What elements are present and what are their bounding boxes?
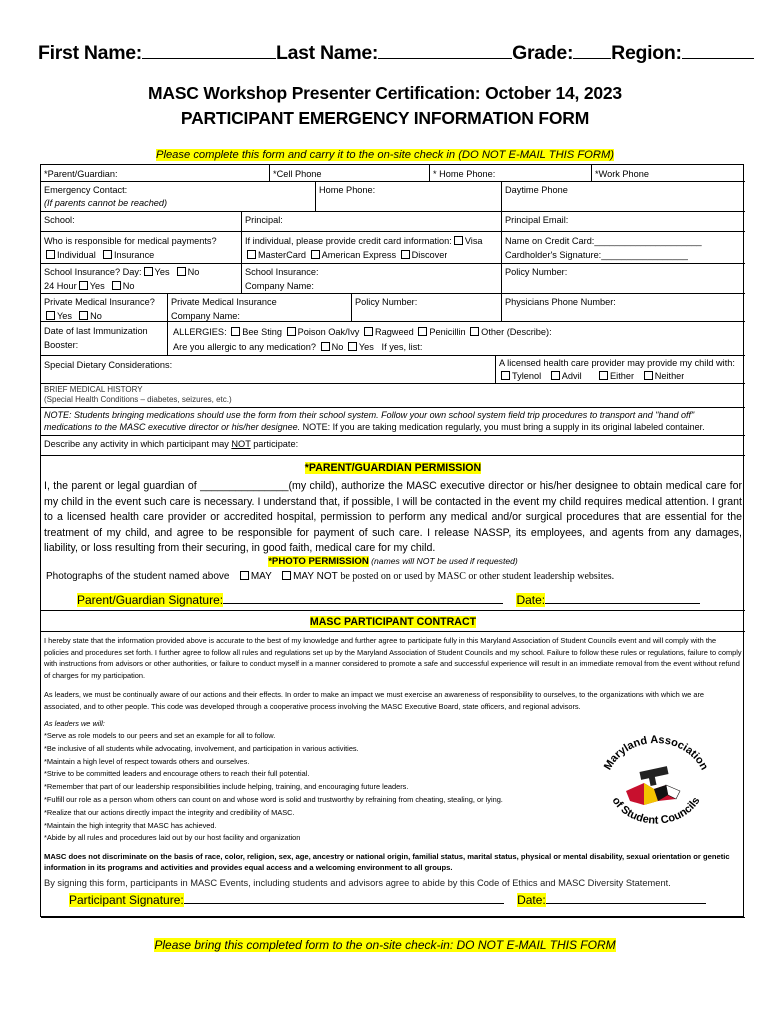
private-no-checkbox[interactable] bbox=[79, 311, 88, 320]
photo-permission-heading: *PHOTO PERMISSION (names will NOT be used if requested) bbox=[268, 556, 518, 567]
private-yes-checkbox[interactable] bbox=[46, 311, 55, 320]
cell-phone-label: *Cell Phone bbox=[273, 169, 322, 179]
region-field[interactable] bbox=[682, 45, 754, 59]
ragweed-checkbox[interactable] bbox=[364, 327, 373, 336]
amex-checkbox[interactable] bbox=[311, 250, 320, 259]
commitment-item: *Serve as role models to our peers and set an example for all to follow. bbox=[44, 731, 276, 740]
form-title: PARTICIPANT EMERGENCY INFORMATION FORM bbox=[180, 108, 590, 128]
student-info-header bbox=[38, 42, 738, 65]
discover-checkbox[interactable] bbox=[401, 250, 410, 259]
health-provider-label: A licensed health care provider may provide my child with: bbox=[499, 358, 735, 368]
contract-paragraph-1: I hereby state that the information provided above is accurate to the best of my knowledge and further agree to participate fully in this Maryland Association of Student Councils event and will comply with the policies and procedures set forth. I further agree to follow all rules and regulations set up by the Maryland Association of Student Councils and my school. Failure to follow these rules or regulations, failure to comply with instructions from advisors or other authorities, or failure to conduct myself in a manner considered to promote a safe and successful experience will result in an immediate removal from the event without refund of charges for my participation. bbox=[44, 636, 742, 680]
medication-options: Tylenol Advil Either Neither bbox=[499, 370, 684, 382]
visa-checkbox[interactable] bbox=[454, 236, 463, 245]
medication-note: NOTE: Students bringing medications should use the form from their school system. Follow your own school system field trip procedures to transport and "hand off" medications to the MASC executive director or his/her designee. NOTE: If you are taking medication regularly, you must bring a supply in its original labeled container. bbox=[44, 410, 705, 432]
allergies-row: ALLERGIES: Bee Sting Poison Oak/Ivy Ragweed Penicillin Other (Describe): bbox=[173, 327, 552, 337]
med-allergy-no-checkbox[interactable] bbox=[321, 342, 330, 351]
nondiscrimination-statement: MASC does not discriminate on the basis of race, color, religion, sex, age, ancestry or national origin, familial status, marital status, physical or mental disability, sexual orientation or genetic information in its programs and activities and provides equal access and a welcoming environment to all groups. bbox=[44, 852, 730, 872]
work-phone-label: *Work Phone bbox=[595, 169, 649, 179]
commitment-item: *Maintain a high level of respect towards others and ourselves. bbox=[44, 756, 250, 766]
who-responsible-label: Who is responsible for medical payments? bbox=[44, 236, 217, 246]
region-label: Region: bbox=[611, 42, 682, 64]
first-name-label: First Name: bbox=[38, 42, 142, 64]
emergency-form bbox=[40, 164, 744, 917]
contract-heading: MASC PARTICIPANT CONTRACT bbox=[309, 616, 477, 628]
participant-signature-field[interactable] bbox=[184, 893, 504, 904]
masc-logo bbox=[596, 733, 716, 833]
signing-statement: By signing this form, participants in MASC Events, including students and advisors agree to abide by this Code of Ethics and MASC Diversity Statement. bbox=[44, 878, 671, 888]
last-name-label: Last Name: bbox=[275, 42, 379, 64]
grade-label: Grade: bbox=[512, 42, 574, 64]
med-allergy-yes-checkbox[interactable] bbox=[348, 342, 357, 351]
participant-signature-row: Participant Signature: Date: bbox=[69, 893, 706, 908]
hour24-no-checkbox[interactable] bbox=[112, 281, 121, 290]
commitment-item: *Abide by all rules and procedures laid out by our host facility and organization bbox=[44, 833, 301, 843]
credit-card-row: If individual, please provide credit card information: Visa bbox=[245, 236, 483, 246]
advil-checkbox[interactable] bbox=[551, 371, 560, 380]
school-label: School: bbox=[44, 215, 75, 225]
parent-guardian-label: *Parent/Guardian: bbox=[44, 169, 118, 179]
parent-signature-field[interactable] bbox=[223, 593, 503, 604]
principal-email-label: Principal Email: bbox=[505, 215, 569, 225]
commitment-item: *Strive to be committed leaders and encourage others to reach their full potential. bbox=[44, 769, 310, 779]
footer-instruction: Please bring this completed form to the on-site check-in: DO NOT E-MAIL THIS FORM bbox=[154, 938, 616, 952]
other-allergy-checkbox[interactable] bbox=[470, 327, 479, 336]
company-name2-label: Company Name: bbox=[171, 311, 240, 321]
payment-options: Individual Insurance bbox=[44, 249, 154, 261]
name-on-card-field[interactable]: Name on Credit Card:_____________________ bbox=[505, 236, 702, 246]
hour24-yes-checkbox[interactable] bbox=[79, 281, 88, 290]
physician-phone-label: Physicians Phone Number: bbox=[505, 297, 616, 307]
penicillin-checkbox[interactable] bbox=[418, 327, 427, 336]
day-no-checkbox[interactable] bbox=[177, 267, 186, 276]
contract-paragraph-2: As leaders, we must be continually aware of our actions and their effects. In order to make an impact we must exercise an awareness of responsibility to ourselves, to the organizations with which we are associated, and to other people. This code was developed through a cooperative process involving the MASC Executive Board, state officers, and regional advisors. bbox=[44, 690, 705, 711]
allergic-med-row: Are you allergic to any medication? No Yes If yes, list: bbox=[173, 342, 423, 352]
first-name-field[interactable] bbox=[142, 45, 276, 59]
neither-checkbox[interactable] bbox=[644, 371, 653, 380]
booster-label: Booster: bbox=[44, 340, 79, 350]
either-checkbox[interactable] bbox=[599, 371, 608, 380]
daytime-phone-label: Daytime Phone bbox=[505, 185, 568, 195]
describe-activity-label: Describe any activity in which participant may NOT participate: bbox=[44, 439, 299, 449]
brief-history-label: BRIEF MEDICAL HISTORY bbox=[44, 385, 143, 394]
participant-date-field[interactable] bbox=[546, 893, 706, 904]
commitment-item: *Be inclusive of all students while advocating, involvement, and participation in various activities. bbox=[44, 743, 359, 753]
private-med-label: Private Medical Insurance bbox=[171, 297, 277, 307]
school-insurance-label: School Insurance: bbox=[245, 267, 319, 277]
maryland-map-icon bbox=[626, 766, 680, 805]
emergency-contact-label: Emergency Contact: bbox=[44, 185, 128, 195]
grade-field[interactable] bbox=[573, 45, 611, 59]
company-name-label: Company Name: bbox=[245, 281, 314, 291]
date-immunization-label: Date of last Immunization bbox=[44, 326, 148, 336]
photo-may-checkbox[interactable] bbox=[240, 571, 249, 580]
day-yes-checkbox[interactable] bbox=[144, 267, 153, 276]
individual-checkbox[interactable] bbox=[46, 250, 55, 259]
mastercard-checkbox[interactable] bbox=[247, 250, 256, 259]
photos-row: Photographs of the student named above MAY MAY NOT be posted on or used by MASC or other student leadership websites. bbox=[46, 571, 615, 582]
parent-signature-row: Parent/Guardian Signature: Date: bbox=[77, 593, 700, 608]
logo-text-top: Maryland Association bbox=[601, 733, 711, 773]
parent-date-field[interactable] bbox=[545, 593, 700, 604]
special-diet-label: Special Dietary Considerations: bbox=[44, 360, 173, 370]
school-insurance-24h-row: 24 Hour Yes No bbox=[44, 281, 135, 291]
commitment-item: *Remember that part of our leadership responsibilities include helping, training, and encouraging future leaders. bbox=[44, 782, 409, 792]
photo-may-not-checkbox[interactable] bbox=[282, 571, 291, 580]
cardholder-signature-field[interactable]: Cardholder's Signature:_________________ bbox=[505, 250, 689, 260]
last-name-field[interactable] bbox=[378, 45, 512, 59]
private-med-options: Yes No bbox=[44, 310, 102, 322]
tylenol-checkbox[interactable] bbox=[501, 371, 510, 380]
form-instruction: Please complete this form and carry it to the on-site check in (DO NOT E-MAIL THIS FORM) bbox=[156, 149, 614, 161]
if-parents-note: (If parents cannot be reached) bbox=[44, 198, 168, 208]
private-med-question: Private Medical Insurance? bbox=[44, 297, 155, 307]
poison-oak-checkbox[interactable] bbox=[287, 327, 296, 336]
special-health-label: (Special Health Conditions – diabetes, seizures, etc.) bbox=[44, 395, 232, 404]
bee-sting-checkbox[interactable] bbox=[231, 327, 240, 336]
permission-heading: *PARENT/GUARDIAN PERMISSION bbox=[304, 462, 482, 474]
leaders-will-label: As leaders we will: bbox=[44, 719, 105, 728]
school-insurance-day-row: School Insurance? Day: Yes No bbox=[44, 267, 200, 277]
permission-text: I, the parent or legal guardian of _______________(my child), authorize the MASC executive director or his/her designee to obtain medical care for my child in the event such care is necessary. I understand that, if possible, I will be contacted in the event my child requires medical attention. I grant to a licensed health care provider or accredited hospital, permission to perform any medical and/or surgical procedures that are essential for the treatment of my child, and agree to be responsible for payment of such care. I release NASSP, its employees, and agents from any damages, liability, or loss resulting from their securing, in good faith, medical care for my child. bbox=[44, 480, 742, 555]
logo-text-bottom: of Student Councils bbox=[609, 795, 703, 827]
home-phone-star-label: * Home Phone: bbox=[433, 169, 496, 179]
principal-label: Principal: bbox=[245, 215, 283, 225]
commitment-item: *Maintain the high integrity that MASC has achieved. bbox=[44, 820, 217, 830]
policy-number-label: Policy Number: bbox=[355, 297, 418, 307]
policy-number-label-1: Policy Number: bbox=[505, 267, 568, 277]
commitment-item: *Fulfill our role as a person whom others can count on and whose word is solid and trustworthy by refraining from cheating, stealing, or lying. bbox=[44, 794, 503, 804]
page-title: MASC Workshop Presenter Certification: October 14, 2023 bbox=[148, 83, 622, 103]
leader-commitments-list bbox=[44, 730, 604, 845]
commitment-item: *Realize that our actions directly impact the integrity and credibility of MASC. bbox=[44, 807, 295, 817]
insurance-checkbox[interactable] bbox=[103, 250, 112, 259]
card-types-row: MasterCard American Express Discover bbox=[245, 249, 447, 261]
home-phone-label: Home Phone: bbox=[319, 185, 376, 195]
